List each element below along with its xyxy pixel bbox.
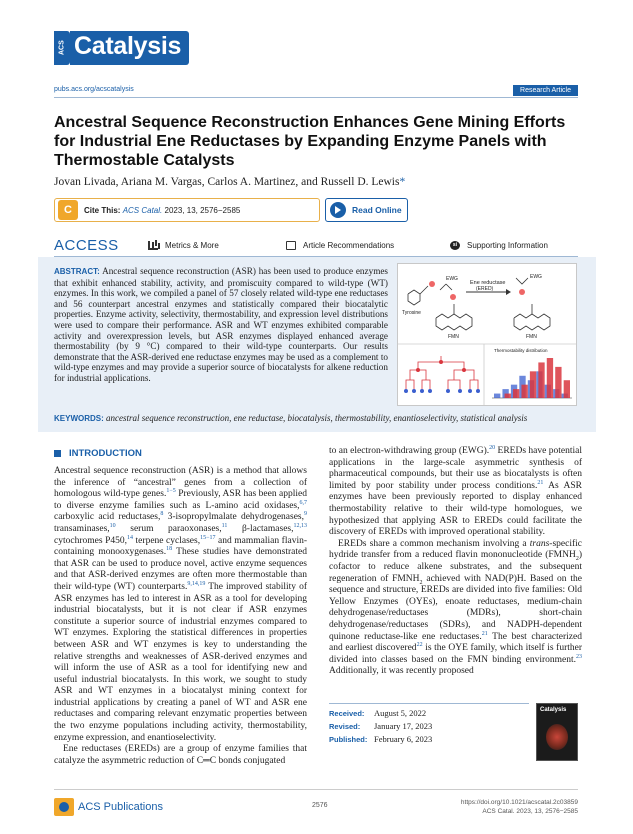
intro-paragraph-2: Ene reductases (EREDs) are a group of enzyme families that catalyze the asymmetric reduction of C═C bonds conjugated (54, 744, 307, 766)
play-icon (330, 202, 346, 218)
cite-label: Cite This: (84, 205, 121, 215)
published-row: Published: February 6, 2023 (329, 734, 433, 744)
article-type-badge: Research Article (513, 85, 578, 96)
cover-art (546, 724, 568, 750)
logo-acs-mark: ACS (54, 31, 70, 65)
right-paragraph-2: EREDs share a common mechanism involving a trans-specific hydride transfer from a reduced flavin mononucleotide $(FMNH_2)$ cofactor to reduce alkene substrates, and the subsequent regeneration of $FMNH_2$ achieved with NAD(P)H. Based on the sequence and structure, EREDs are divided into five families: Old Yellow Enzymes (OYEs), enoate reductases, medium-chain dehydrogenase/reductases (MDRs), short-chain dehydrogenase/reductases (SDRs), and NADPH-dependent quinone reductase-like ene reductases.$^{21}$ The best characterized and earliest discovered$^{22}$ is the OYE family, which itself is further divided into classes based on the FMN binding environment.$^{23}$ Additionally, it was recently proposed (329, 538, 583, 677)
reaction-arrow-icon (506, 289, 511, 295)
acs-logo-icon (54, 798, 74, 816)
right-paragraph-1: to an electron-withdrawing group (EWG).$^{20}$ EREDs have potential applications in the large-scale asymmetric synthesis of pharmaceutical compounds, but their use as biocatalysts is often limited by poor stability under process conditions.$^{21}$ As ASR enzymes have been previously reported to display enhanced thermostability relative to their wild-type homologues, we hypothesized that applying ASR to EREDs could facilitate the discovery of EREDs with improved operational stability. (329, 444, 583, 538)
author-list (54, 176, 405, 188)
histogram-bar-asr (530, 371, 536, 398)
metrics-label: Metrics & More (165, 240, 219, 250)
journal-logo[interactable] (54, 31, 189, 65)
oxygen-atom (429, 281, 435, 287)
citation-line: ACS Catal. 2023, 13, 2576−2585 (482, 808, 578, 815)
authors-text[interactable]: Jovan Livada, Ariana M. Vargas, Carlos A. Martinez, and Russell D. Lewis (54, 176, 400, 188)
supporting-info-label: Supporting Information (467, 240, 548, 250)
citation-ref[interactable]: 6,7 (299, 499, 307, 506)
reaction-sub-label: (ERED) (476, 286, 494, 292)
abstract-label: ABSTRACT: (54, 267, 100, 276)
site-bar (54, 86, 578, 98)
ewg-label-1: EWG (446, 276, 458, 282)
metrics-link[interactable] (148, 241, 219, 250)
citation-ref[interactable]: 20 (489, 444, 496, 451)
publisher-name: ACS Publications (78, 801, 163, 813)
citation-ref[interactable]: 11 (221, 522, 228, 529)
fmnh2-label: FMN (526, 334, 537, 340)
histogram-bar-asr (521, 385, 527, 398)
citation-ref[interactable]: 9,14,19 (187, 580, 206, 587)
abstract (54, 266, 388, 384)
cite-icon: C (58, 200, 78, 220)
published-date: February 6, 2023 (374, 734, 433, 744)
citation-ref[interactable]: 10 (109, 522, 116, 529)
intro-paragraph-1: Ancestral sequence reconstruction (ASR) is a method that allows the inference of “ancestral” genes from a collection of homologous wild-type genes.$^{1-5}$ Previously, ASR has been applied to diverse enzyme families such as L-amino acid oxidases,$^{6,7}$ carboxylic acid reductases,$^8$ 3-isopropylmalate dehydrogenases,$^9$ transaminases,$^{10}$ serum paraoxonases,$^{11}$ β-lactamases,$^{12,13}$ cytochromes P450,14 terpene cyclases,$^{15-17}$ and mammalian flavin-containing monooxygenases.$^{18}$ These studies have demonstrated that ASR can be used to produce novel, active enzyme sequences and that ASR-derived enzymes are often more thermostable than their wild-type (WT) counterparts.$^{9,14,19}$ The improved stability of ASR enzymes has led to interest in ASR as a tool for developing industrial biocatalysts, but it is not clear if ASR enzymes constitute a superior source of industrial enzymes compared to WT enzymes. Exploring the statistical differences in properties between ASR and WT enzymes is key to understanding the relative strengths and weaknesses of ASR-derived enzymes and will inform the use of ASR as a tool for identifying new and useful industrial biocatalysts. In this work, we sought to study ASR and WT enzymes in a biocatalyst mining context for industrial applications by creating a panel of WT and ASR ene reductases and comparing relevant enzymatic properties between the two enzyme populations including activity, thermostability, enzyme expression, and enantioselectivity. (54, 466, 308, 743)
document-icon (286, 241, 296, 250)
access-label: ACCESS (54, 236, 119, 254)
supporting-info-icon: si (450, 241, 460, 250)
cite-text (84, 206, 240, 215)
read-online-button[interactable] (325, 198, 408, 222)
supporting-info-link[interactable] (450, 241, 548, 250)
citation-ref[interactable]: 22 (416, 641, 423, 648)
journal-url-link[interactable]: pubs.acs.org/acscatalysis (54, 86, 134, 93)
body-column-right (329, 446, 582, 678)
citation-ref[interactable]: 14 (127, 534, 133, 541)
introduction-heading-text: INTRODUCTION (69, 448, 142, 459)
citation-ref[interactable]: 18 (166, 546, 173, 552)
cite-this-box[interactable] (54, 198, 320, 222)
revised-date: January 17, 2023 (374, 721, 433, 731)
received-date: August 5, 2022 (374, 708, 427, 718)
corresponding-author-mark[interactable]: * (399, 176, 406, 188)
introduction-heading (54, 448, 307, 459)
keywords (54, 413, 584, 423)
body-column-left (54, 445, 307, 767)
fmn-ring (436, 314, 472, 330)
page-number: 2576 (312, 802, 328, 809)
keywords-label: KEYWORDS: (54, 414, 104, 423)
histogram-bar-asr (555, 367, 561, 398)
doi-block (461, 798, 578, 816)
recommendations-label: Article Recommendations (303, 240, 395, 250)
citation-ref[interactable]: 12,13 (293, 522, 307, 529)
acs-publications-logo[interactable] (54, 798, 163, 816)
page-footer (54, 789, 578, 819)
access-bar (54, 236, 578, 254)
citation-ref[interactable]: 23 (576, 653, 582, 660)
keywords-list: ancestral sequence reconstruction, ene reductase, biocatalysis, thermostability, enantioselectivity, statistical analysis (106, 413, 528, 423)
histogram-bars (494, 358, 570, 398)
tree-nodes (404, 360, 480, 393)
recommendations-link[interactable] (286, 241, 394, 250)
fmn-label: FMN (448, 334, 459, 340)
cite-journal: ACS Catal. (122, 205, 163, 215)
histogram-bar-asr (505, 394, 511, 398)
toc-graphic[interactable] (397, 263, 577, 406)
citation-ref[interactable]: 1−5 (166, 488, 176, 495)
tyrosine-label: Tyrosine (402, 310, 421, 316)
histogram-bar-asr (513, 389, 519, 398)
received-row: Received: August 5, 2022 (329, 708, 427, 718)
cover-title: Catalysis (540, 707, 567, 713)
article-title: Ancestral Sequence Reconstruction Enhances Gene Mining Efforts for Industrial Ene Reductases by Expanding Enzyme Panels with Thermostable Catalysts (54, 114, 566, 169)
revised-row: Revised: January 17, 2023 (329, 721, 433, 731)
read-online-label: Read Online (352, 205, 402, 215)
reaction-label: Ene reductase (470, 280, 506, 286)
histogram-bar-asr (538, 362, 544, 398)
histogram-bar-asr (564, 380, 570, 398)
citation-ref[interactable]: 21 (481, 630, 488, 637)
cite-details: 2023, 13, 2576−2585 (164, 205, 241, 215)
logo-journal-name: Catalysis (70, 31, 189, 65)
citation-ref[interactable]: 8 (160, 511, 164, 518)
toc-svg (398, 264, 576, 405)
journal-cover-thumbnail[interactable] (536, 703, 578, 761)
histogram-title: Thermostability distribution (494, 348, 548, 353)
histogram-bar-wt (494, 394, 500, 398)
article-dates (329, 703, 529, 746)
doi-link[interactable]: https://doi.org/10.1021/acscatal.2c03859 (460, 799, 578, 806)
abstract-body: Ancestral sequence reconstruction (ASR) has been used to produce enzymes that exhibit enhanced stability, activity, and promiscuity compared to wild-type (WT) enzymes. In this work, we compiled a panel of 57 closely related wild-type ene reductases and 56 counterpart ancestral enzymes and statistically compared their biocatalytic properties. Enzyme activity, selectivity, thermostability, and expression level distributions were used to compare their performance. ASR and WT enzymes exhibited comparable activity and overexpression levels, but ASR enzymes displayed enhanced average thermostability (by 9 °C) compared to their wild-type counterparts. Our results demonstrate that the ASR-derived ene reductase enzymes may be used as a complement to wild-type enzymes and may provide a superior source of biocatalysts for alkene reduction for industrial applications. (54, 266, 388, 383)
tyrosine-ring (408, 290, 420, 305)
ewg-label-2: EWG (530, 274, 542, 280)
citation-ref[interactable]: 15−17 (200, 534, 216, 541)
histogram-bar-asr (547, 358, 553, 398)
citation-ref[interactable]: 9 (304, 511, 307, 518)
fmnh2-ring (514, 314, 550, 330)
bar-chart-icon (148, 241, 158, 250)
product-chain (516, 278, 528, 284)
section-square-icon (54, 450, 61, 457)
citation-ref[interactable]: 21 (537, 479, 544, 486)
